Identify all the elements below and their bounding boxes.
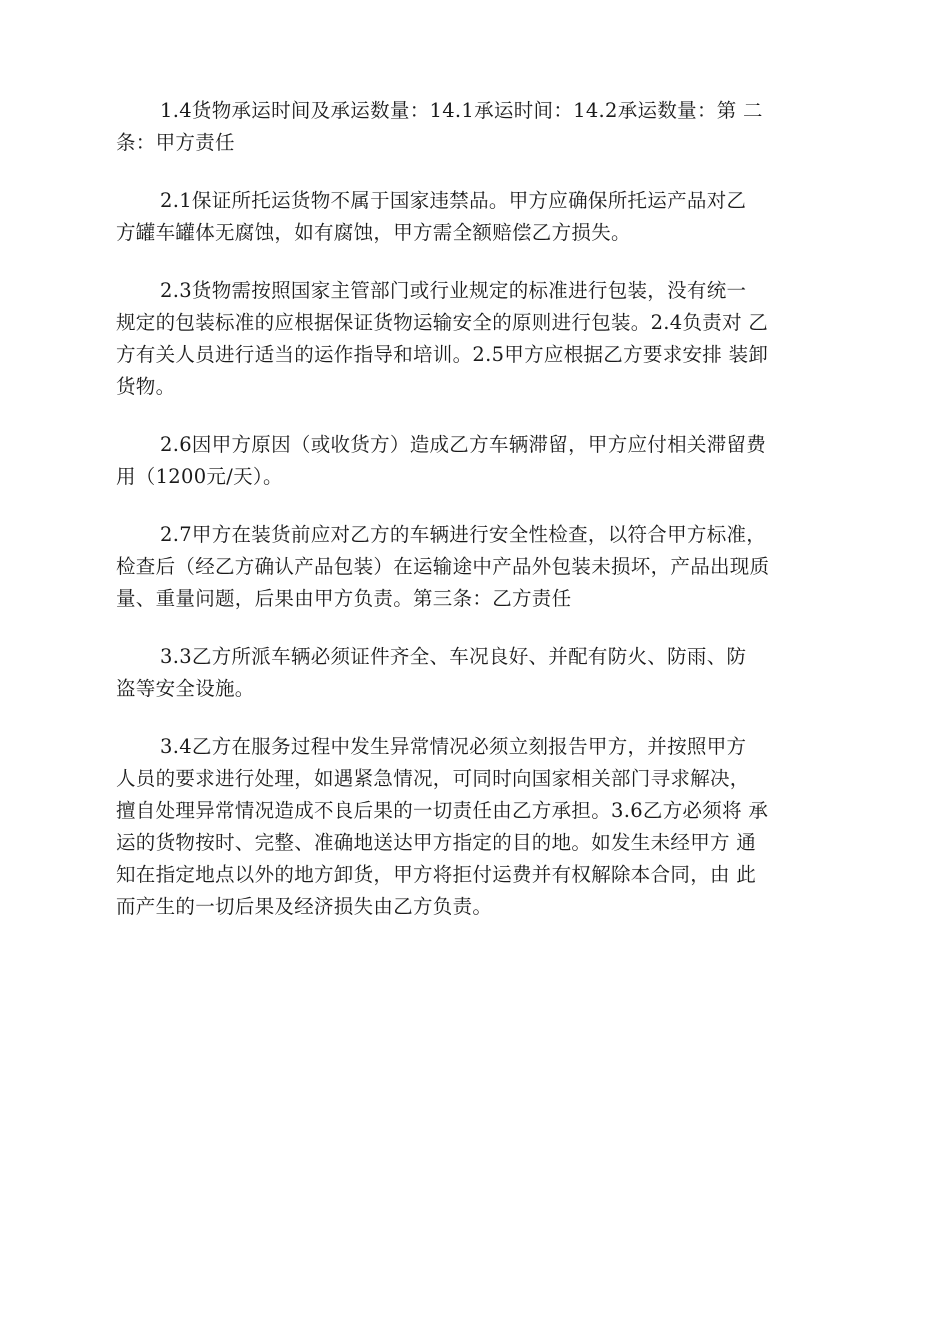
text-line: 2.6因甲方原因（或收货方）造成乙方车辆滞留，甲方应付相关滞留费	[160, 433, 767, 456]
text-line: 3.4乙方在服务过程中发生异常情况必须立刻报告甲方，并按照甲方	[160, 735, 747, 758]
paragraph-2-1	[116, 185, 856, 249]
text-line: 2.1保证所托运货物不属于国家违禁品。甲方应确保所托运产品对乙	[160, 189, 747, 212]
document-body	[116, 95, 856, 949]
text-line: 2.3货物需按照国家主管部门或行业规定的标准进行包装，没有统一	[160, 279, 747, 302]
text-line: 方有关人员进行适当的运作指导和培训。2.5甲方应根据乙方要求安排 装卸	[116, 343, 769, 366]
paragraph-2-3	[116, 275, 856, 403]
text-line: 方罐车罐体无腐蚀，如有腐蚀，甲方需全额赔偿乙方损失。	[116, 221, 631, 244]
paragraph-1-4	[116, 95, 856, 159]
paragraph-3-4	[116, 731, 856, 923]
text-line: 货物。	[116, 375, 176, 398]
paragraph-2-7	[116, 519, 856, 615]
text-line: 用（1200元/天）。	[116, 465, 283, 488]
paragraph-2-6	[116, 429, 856, 493]
text-line: 盗等安全设施。	[116, 677, 255, 700]
text-line: 而产生的一切后果及经济损失由乙方负责。	[116, 895, 493, 918]
paragraph-3-3	[116, 641, 856, 705]
text-line: 量、重量问题，后果由甲方负责。第三条：乙方责任	[116, 587, 572, 610]
text-line: 1.4货物承运时间及承运数量：14.1承运时间：14.2承运数量：第 二	[160, 99, 763, 122]
text-line: 2.7甲方在装货前应对乙方的车辆进行安全性检查，以符合甲方标准，	[160, 523, 767, 546]
text-line: 条：甲方责任	[116, 131, 235, 154]
text-line: 运的货物按时、完整、准确地送达甲方指定的目的地。如发生未经甲方 通	[116, 831, 757, 854]
text-line: 擅自处理异常情况造成不良后果的一切责任由乙方承担。3.6乙方必须将 承	[116, 799, 769, 822]
text-line: 知在指定地点以外的地方卸货，甲方将拒付运费并有权解除本合同，由 此	[116, 863, 757, 886]
text-line: 规定的包装标准的应根据保证货物运输安全的原则进行包装。2.4负责对 乙	[116, 311, 769, 334]
text-line: 3.3乙方所派车辆必须证件齐全、车况良好、并配有防火、防雨、防	[160, 645, 747, 668]
text-line: 人员的要求进行处理，如遇紧急情况，可同时向国家相关部门寻求解决，	[116, 767, 750, 790]
text-line: 检查后（经乙方确认产品包装）在运输途中产品外包装未损坏，产品出现质	[116, 555, 770, 578]
